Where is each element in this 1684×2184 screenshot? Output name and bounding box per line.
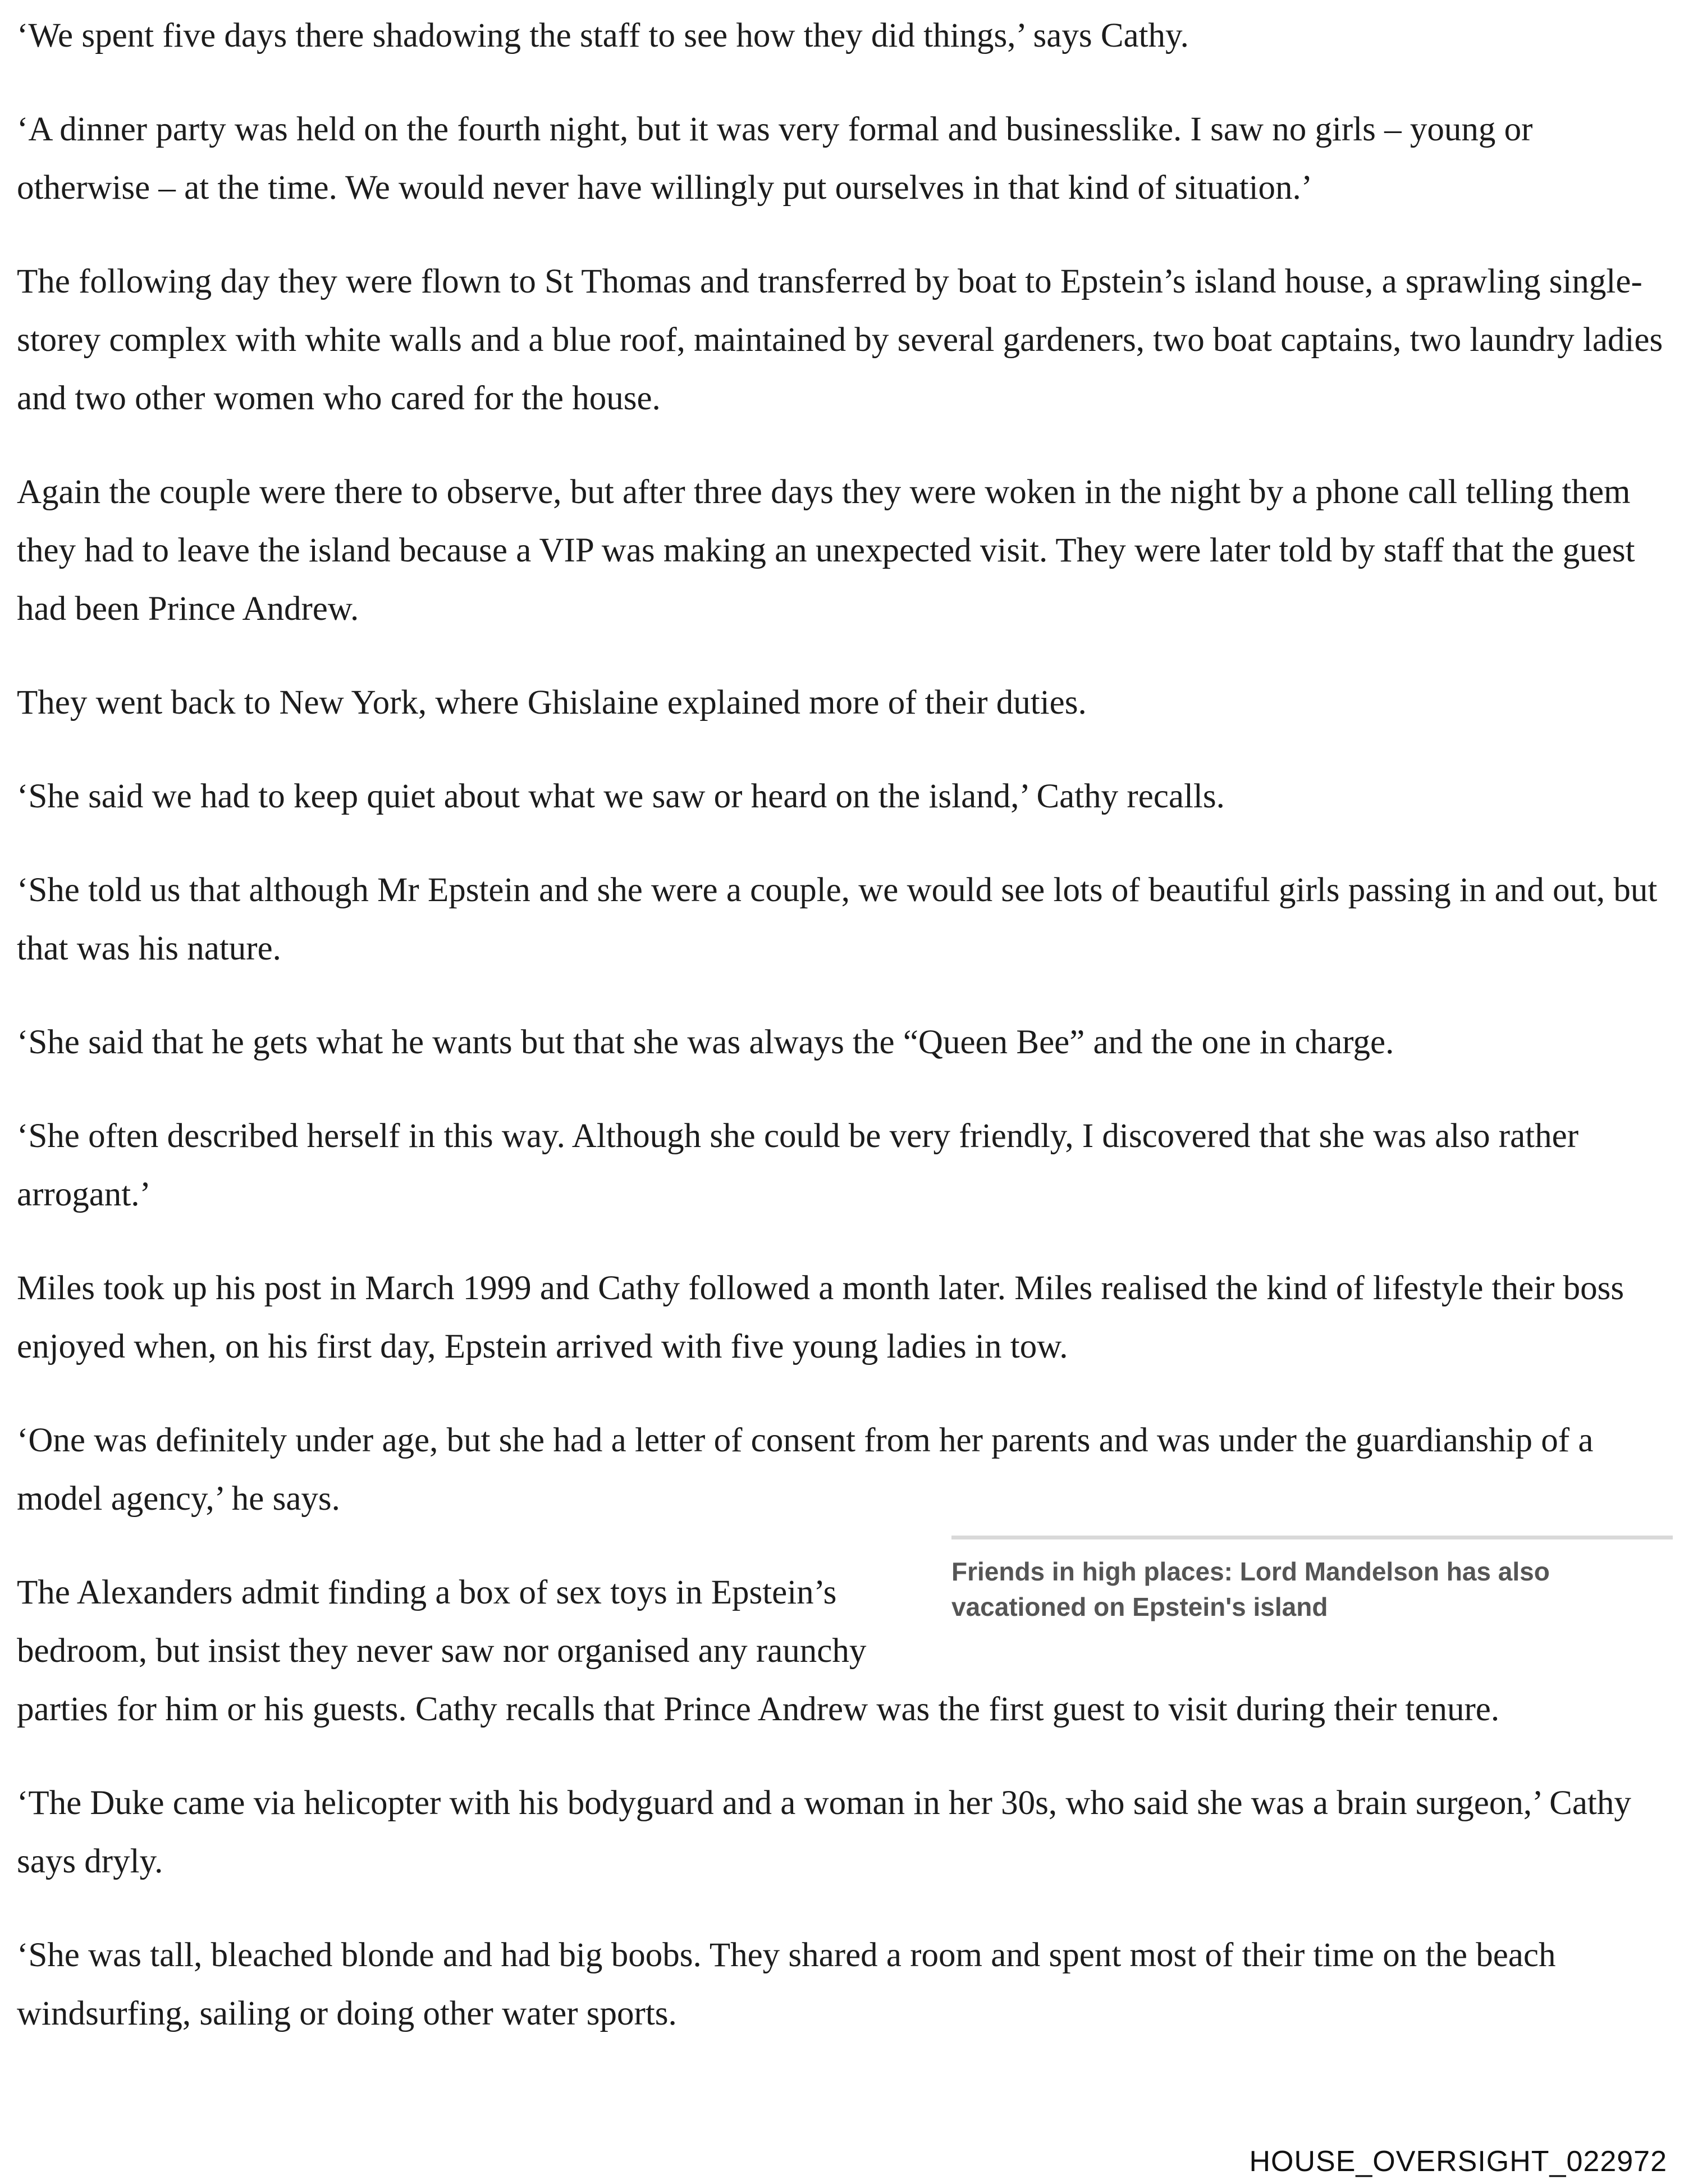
paragraph-4: Again the couple were there to observe, but after three days they were woken in the night by a phone call telling them they had to leave the island because a VIP was making an unexpected visit. They were later told by staff that the guest had been Prince Andrew. (17, 473, 1635, 628)
paragraph-8: ‘She said that he gets what he wants but that she was always the “Queen Bee” and the one in charge. (17, 1024, 1394, 1061)
paragraph-13: ‘The Duke came via helicopter with his bodyguard and a woman in her 30s, who said she was a brain surgeon,’ Cathy says dryly. (17, 1784, 1631, 1880)
paragraph-11: ‘One was definitely under age, but she had a letter of consent from her parents and was under the guardianship of a model agency,’ he says. (17, 1422, 1594, 1518)
paragraph-7: ‘She told us that although Mr Epstein and she were a couple, we would see lots of beautiful girls passing in and out, but that was his nature. (17, 871, 1658, 967)
document-id: HOUSE_OVERSIGHT_022972 (1249, 2145, 1667, 2178)
paragraph-1: ‘We spent five days there shadowing the staff to see how they did things,’ says Cathy. (17, 17, 1189, 54)
paragraph-6: ‘She said we had to keep quiet about what we saw or heard on the island,’ Cathy recalls. (17, 778, 1225, 815)
image-caption: Friends in high places: Lord Mandelson has also vacationed on Epstein's island (951, 1536, 1673, 1625)
paragraph-5: They went back to New York, where Ghislaine explained more of their duties. (17, 684, 1087, 721)
paragraph-9: ‘She often described herself in this way. Although she could be very friendly, I discovered that she was also rather arrogant.’ (17, 1117, 1579, 1213)
paragraph-2: ‘A dinner party was held on the fourth night, but it was very formal and businesslike. I saw no girls – young or otherwise – at the time. We would never have willingly put ourselves in that kind of situation.’ (17, 111, 1533, 207)
article-body (17, 7, 1673, 2078)
paragraph-3: The following day they were flown to St Thomas and transferred by boat to Epstein’s island house, a sprawling single-storey complex with white walls and a blue roof, maintained by several gardeners, two boat captains, two laundry ladies and two other women who cared for the house. (17, 263, 1663, 417)
paragraph-12: The Alexanders admit finding a box of sex toys in Epstein’s bedroom, but insist they never saw nor organised any raunchy parties for him or his guests. Cathy recalls that Prince Andrew was the first guest to visit during their tenure. (17, 1574, 1500, 1728)
paragraph-10: Miles took up his post in March 1999 and Cathy followed a month later. Miles realised the kind of lifestyle their boss enjoyed when, on his first day, Epstein arrived with five young ladies in tow. (17, 1269, 1624, 1365)
paragraph-14: ‘She was tall, bleached blonde and had big boobs. They shared a room and spent most of their time on the beach windsurfing, sailing or doing other water sports. (17, 1936, 1556, 2032)
